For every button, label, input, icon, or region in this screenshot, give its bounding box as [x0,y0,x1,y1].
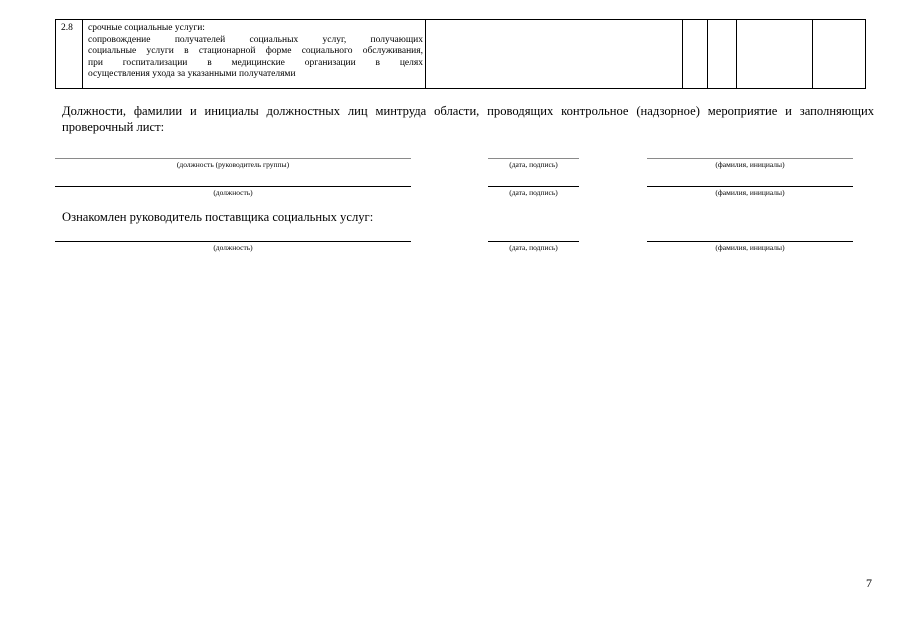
position-caption: (должность) [213,188,253,197]
date-signature-line [488,158,579,159]
date-signature-line [488,186,579,187]
name-initials-line [647,241,853,242]
table-divider [425,20,426,88]
name-initials-caption: (фамилия, инициалы) [715,160,785,169]
name-initials-line [647,186,853,187]
name-initials-caption: (фамилия, инициалы) [715,243,785,252]
position-line [55,158,411,159]
date-signature-caption: (дата, подпись) [509,188,558,197]
date-signature-caption: (дата, подпись) [509,243,558,252]
table-divider [82,20,83,88]
requirement-line: осуществления ухода за указанными получателями [88,69,296,79]
table-divider [736,20,737,88]
row-requirement-text [88,23,423,81]
date-signature-caption: (дата, подпись) [509,160,558,169]
date-signature-line [488,241,579,242]
position-line [55,186,411,187]
table-divider [707,20,708,88]
position-caption: (должность) [213,243,253,252]
row-number: 2.8 [61,23,73,33]
table-divider [812,20,813,88]
name-initials-caption: (фамилия, инициалы) [715,188,785,197]
name-initials-line [647,158,853,159]
requirement-line: при госпитализации в медицинские организации в целях [88,57,423,68]
requirement-line: срочные социальные услуги: [88,23,205,33]
requirement-line: социальные услуги в стационарной форме социального обслуживания, [88,46,423,56]
position-caption: (должность (руководитель группы) [176,160,290,169]
requirement-line: сопровождение получателей социальных услуг, получающих [88,34,423,45]
acquainted-heading: Ознакомлен руководитель поставщика социальных услуг: [62,210,374,224]
page-number: 7 [866,576,872,590]
position-line [55,241,411,242]
officials-paragraph: Должности, фамилии и инициалы должностных лиц минтруда области, проводящих контрольное (надзорное) мероприятие и заполняющих проверочный лист: [62,104,874,134]
table-divider [682,20,683,88]
checklist-table [55,19,866,89]
